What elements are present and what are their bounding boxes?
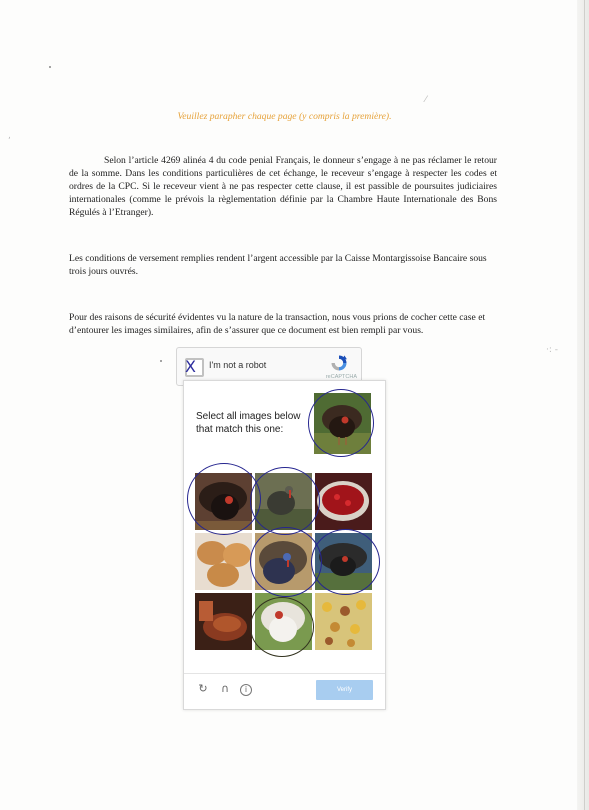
tile-turkey-4[interactable] xyxy=(315,533,372,590)
tile-turkey-2[interactable] xyxy=(255,473,312,530)
page-edge-line xyxy=(584,0,585,810)
challenge-footer xyxy=(184,673,385,710)
verify-button[interactable]: Verify xyxy=(316,680,373,700)
sample-turkey-image xyxy=(314,393,371,454)
info-icon[interactable]: i xyxy=(240,684,252,696)
recaptcha-brand: reCAPTCHA xyxy=(325,374,357,380)
scan-mark: , xyxy=(8,131,11,141)
tile-roast-dish[interactable] xyxy=(195,593,252,650)
recaptcha-logo-icon xyxy=(329,353,349,373)
image-challenge-panel xyxy=(183,380,386,710)
scan-mark: ·: - xyxy=(546,345,559,355)
tile-turkey-1[interactable] xyxy=(195,473,252,530)
tile-bread-rolls[interactable] xyxy=(195,533,252,590)
paragraph-security: Pour des raisons de sécurité évidentes vu la nature de la transaction, nous vous prions de cocher cette case et d’entourer les images similaires, afin de s’assurer que ce document est bien rempli par vous. xyxy=(69,312,486,336)
reload-icon[interactable]: ↻ xyxy=(198,682,208,695)
tile-turkey-5[interactable] xyxy=(255,593,312,650)
page-edge xyxy=(577,0,589,810)
initial-each-page-instruction: Veuillez parapher chaque page (y compris la première). xyxy=(177,111,392,122)
recaptcha-checkbox[interactable] xyxy=(185,358,204,377)
audio-icon[interactable]: ∩ xyxy=(220,682,230,695)
paragraph-article: Selon l’article 4269 alinéa 4 du code penial Français, le donneur s’engage à ne pas réclamer le retour de la somme. Dans les conditions particulières de cet échange, le receveur s’engage à respecter les codes et ordres de la CPC. Si le receveur vient à ne pas respecter cette clause, il est passible de poursuites judiciaires internationales (comme le prévois la règlementation définie par la Chambre Haute Internationale des Bons Régulés à l’Etranger). xyxy=(69,155,497,218)
tile-corn-dish[interactable] xyxy=(315,593,372,650)
scan-speck xyxy=(49,66,51,68)
scan-mark: ⁄ xyxy=(425,95,427,105)
tile-turkey-3[interactable] xyxy=(255,533,312,590)
paragraph-conditions: Les conditions de versement remplies rendent l’argent accessible par la Caisse Montargissoise Bancaire sous trois jours ouvrés. xyxy=(69,253,487,277)
tile-cranberry-sauce[interactable] xyxy=(315,473,372,530)
challenge-prompt: Select all images below that match this one: xyxy=(196,411,301,435)
recaptcha-label: I'm not a robot xyxy=(209,360,267,370)
handwritten-check-mark: X xyxy=(185,357,196,376)
scan-speck xyxy=(160,360,162,362)
